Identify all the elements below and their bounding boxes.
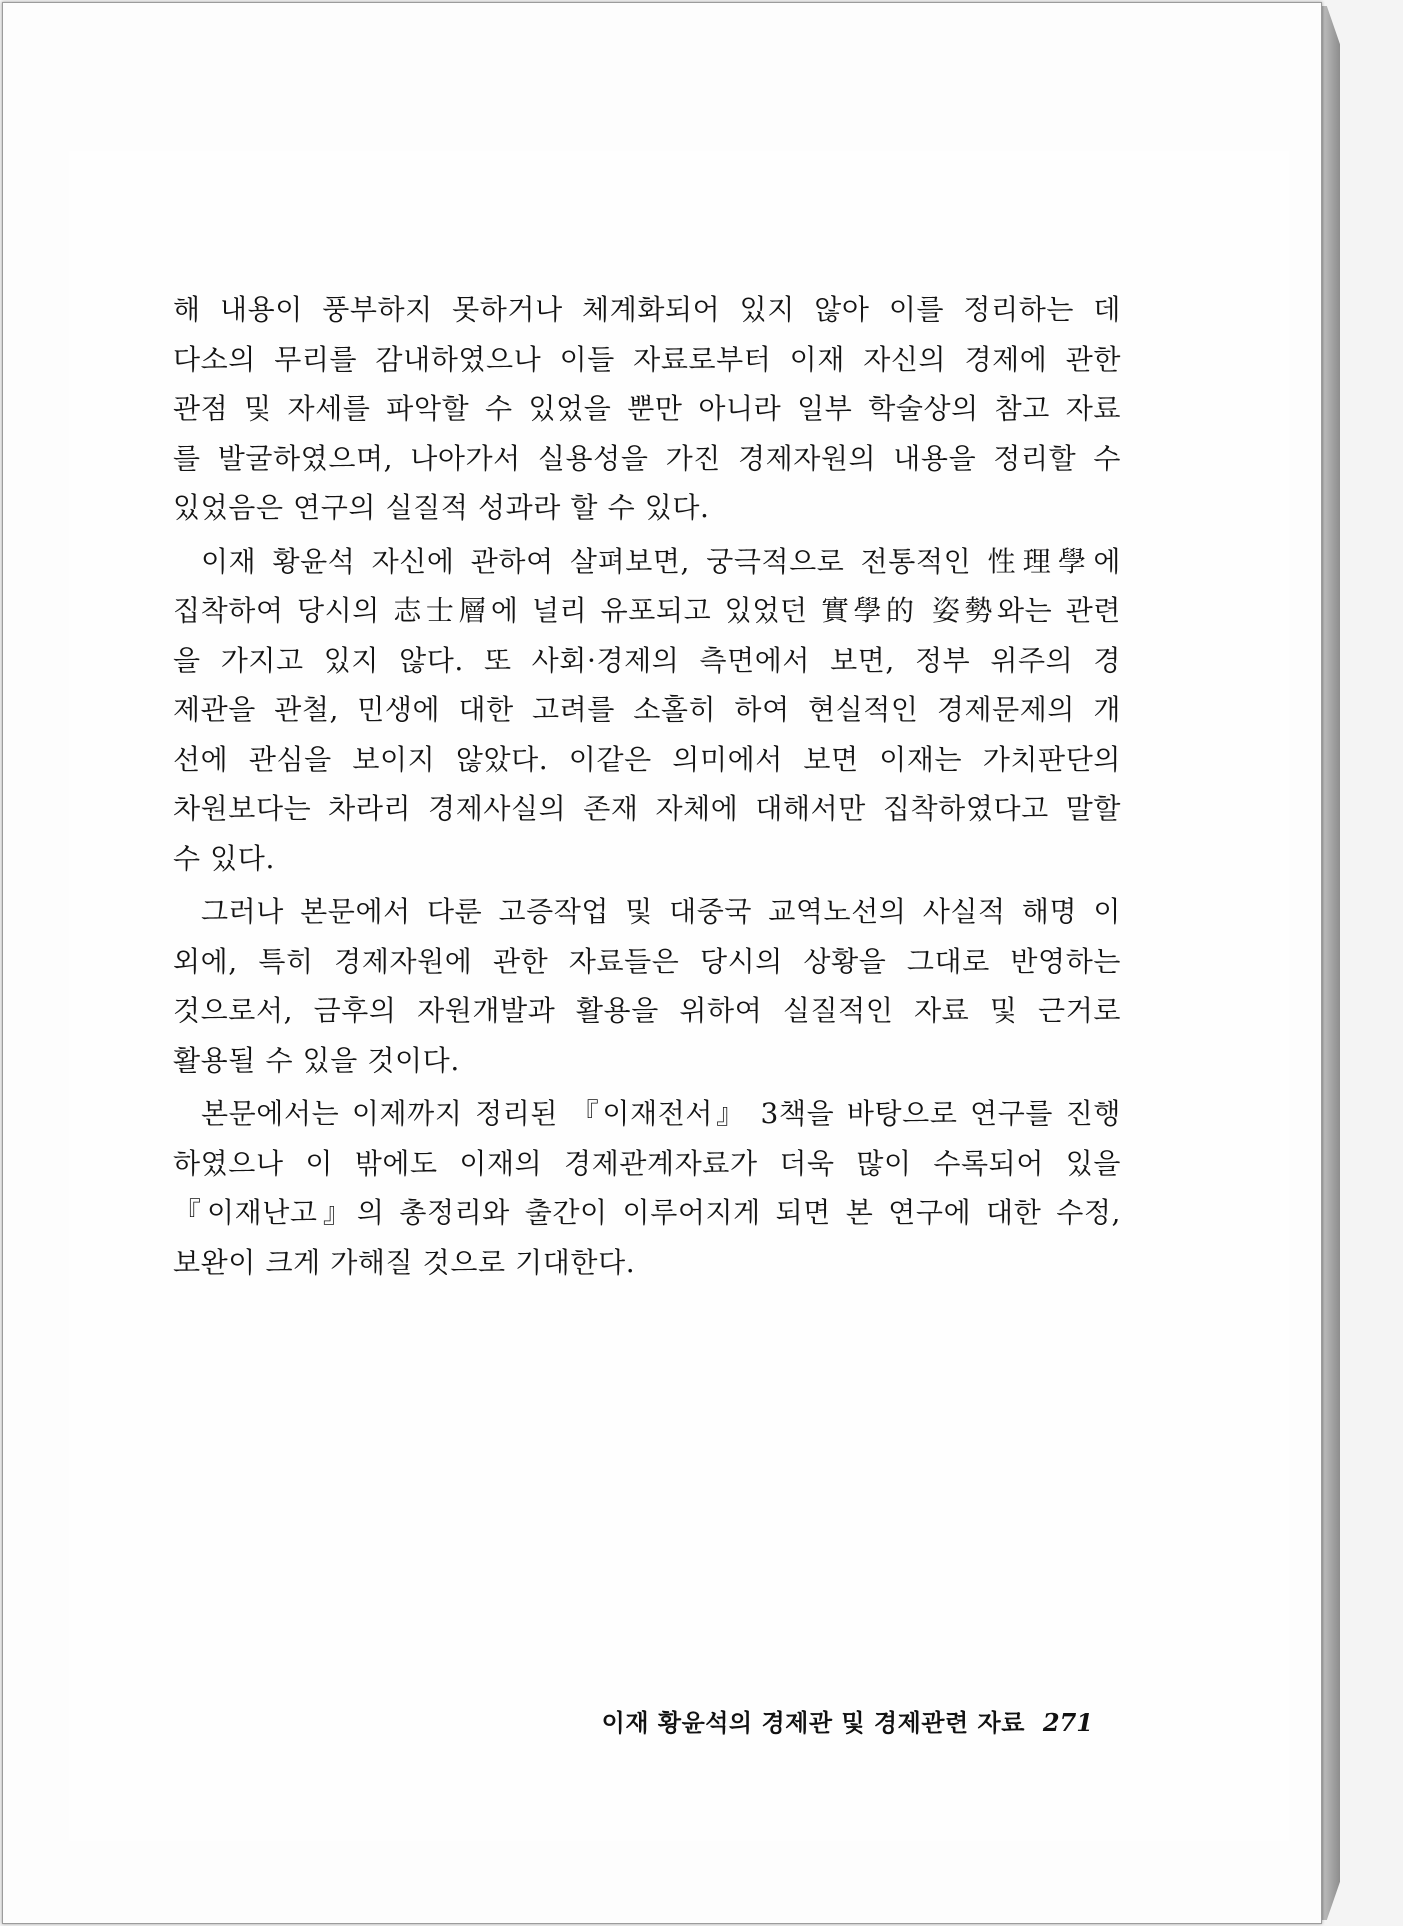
text-line: 『이재난고』의 총정리와 출간이 이루어지게 되면 본 연구에 대한 수정, <box>173 1196 1121 1229</box>
body-text <box>173 285 1121 1291</box>
paragraph <box>173 285 1121 533</box>
text-line: 을 가지고 있지 않다. 또 사회·경제의 측면에서 보면, 정부 위주의 경 <box>173 643 1121 677</box>
text-line: 본문에서는 이제까지 정리된 『이재전서』 3책을 바탕으로 연구를 진행 <box>201 1097 1121 1130</box>
text-line: 집착하여 당시의 志士層에 널리 유포되고 있었던 實學的 姿勢와는 관련 <box>173 594 1121 627</box>
text-line: 있었음은 연구의 실질적 성과라 할 수 있다. <box>173 491 710 524</box>
text-line: 활용될 수 있을 것이다. <box>173 1043 460 1077</box>
page-number: 271 <box>1042 1708 1093 1737</box>
text-line: 이재 황윤석 자신에 관하여 살펴보면, 궁극적으로 전통적인 性理學에 <box>201 544 1121 578</box>
text-line: 해 내용이 풍부하지 못하거나 체계화되어 있지 않아 이를 정리하는 데 <box>173 293 1121 326</box>
text-line: 하였으나 이 밖에도 이재의 경제관계자료가 더욱 많이 수록되어 있을 <box>173 1146 1121 1180</box>
paragraph <box>173 537 1121 884</box>
text-line: 를 발굴하였으며, 나아가서 실용성을 가진 경제자원의 내용을 정리할 수 <box>173 441 1121 475</box>
running-title: 이재 황윤석의 경제관 및 경제관련 자료 <box>601 1708 1025 1737</box>
text-line: 다소의 무리를 감내하였으나 이들 자료로부터 이재 자신의 경제에 관한 <box>173 342 1121 376</box>
text-line: 선에 관심을 보이지 않았다. 이같은 의미에서 보면 이재는 가치판단의 <box>173 742 1121 776</box>
book-page <box>2 2 1322 1924</box>
text-line: 외에, 특히 경제자원에 관한 자료들은 당시의 상황을 그대로 반영하는 <box>173 944 1121 978</box>
paragraph <box>173 1089 1121 1287</box>
text-line: 보완이 크게 가해질 것으로 기대한다. <box>173 1245 636 1279</box>
text-line: 제관을 관철, 민생에 대한 고려를 소홀히 하여 현실적인 경제문제의 개 <box>173 693 1121 726</box>
text-line: 것으로서, 금후의 자원개발과 활용을 위하여 실질적인 자료 및 근거로 <box>173 994 1121 1027</box>
paragraph <box>173 887 1121 1085</box>
text-line: 수 있다. <box>173 841 275 875</box>
text-line: 관점 및 자세를 파악할 수 있었을 뿐만 아니라 일부 학술상의 참고 자료 <box>173 392 1121 425</box>
running-footer <box>573 1703 1093 1743</box>
text-line: 그러나 본문에서 다룬 고증작업 및 대중국 교역노선의 사실적 해명 이 <box>201 895 1121 928</box>
text-line: 차원보다는 차라리 경제사실의 존재 자체에 대해서만 집착하였다고 말할 <box>173 792 1121 825</box>
